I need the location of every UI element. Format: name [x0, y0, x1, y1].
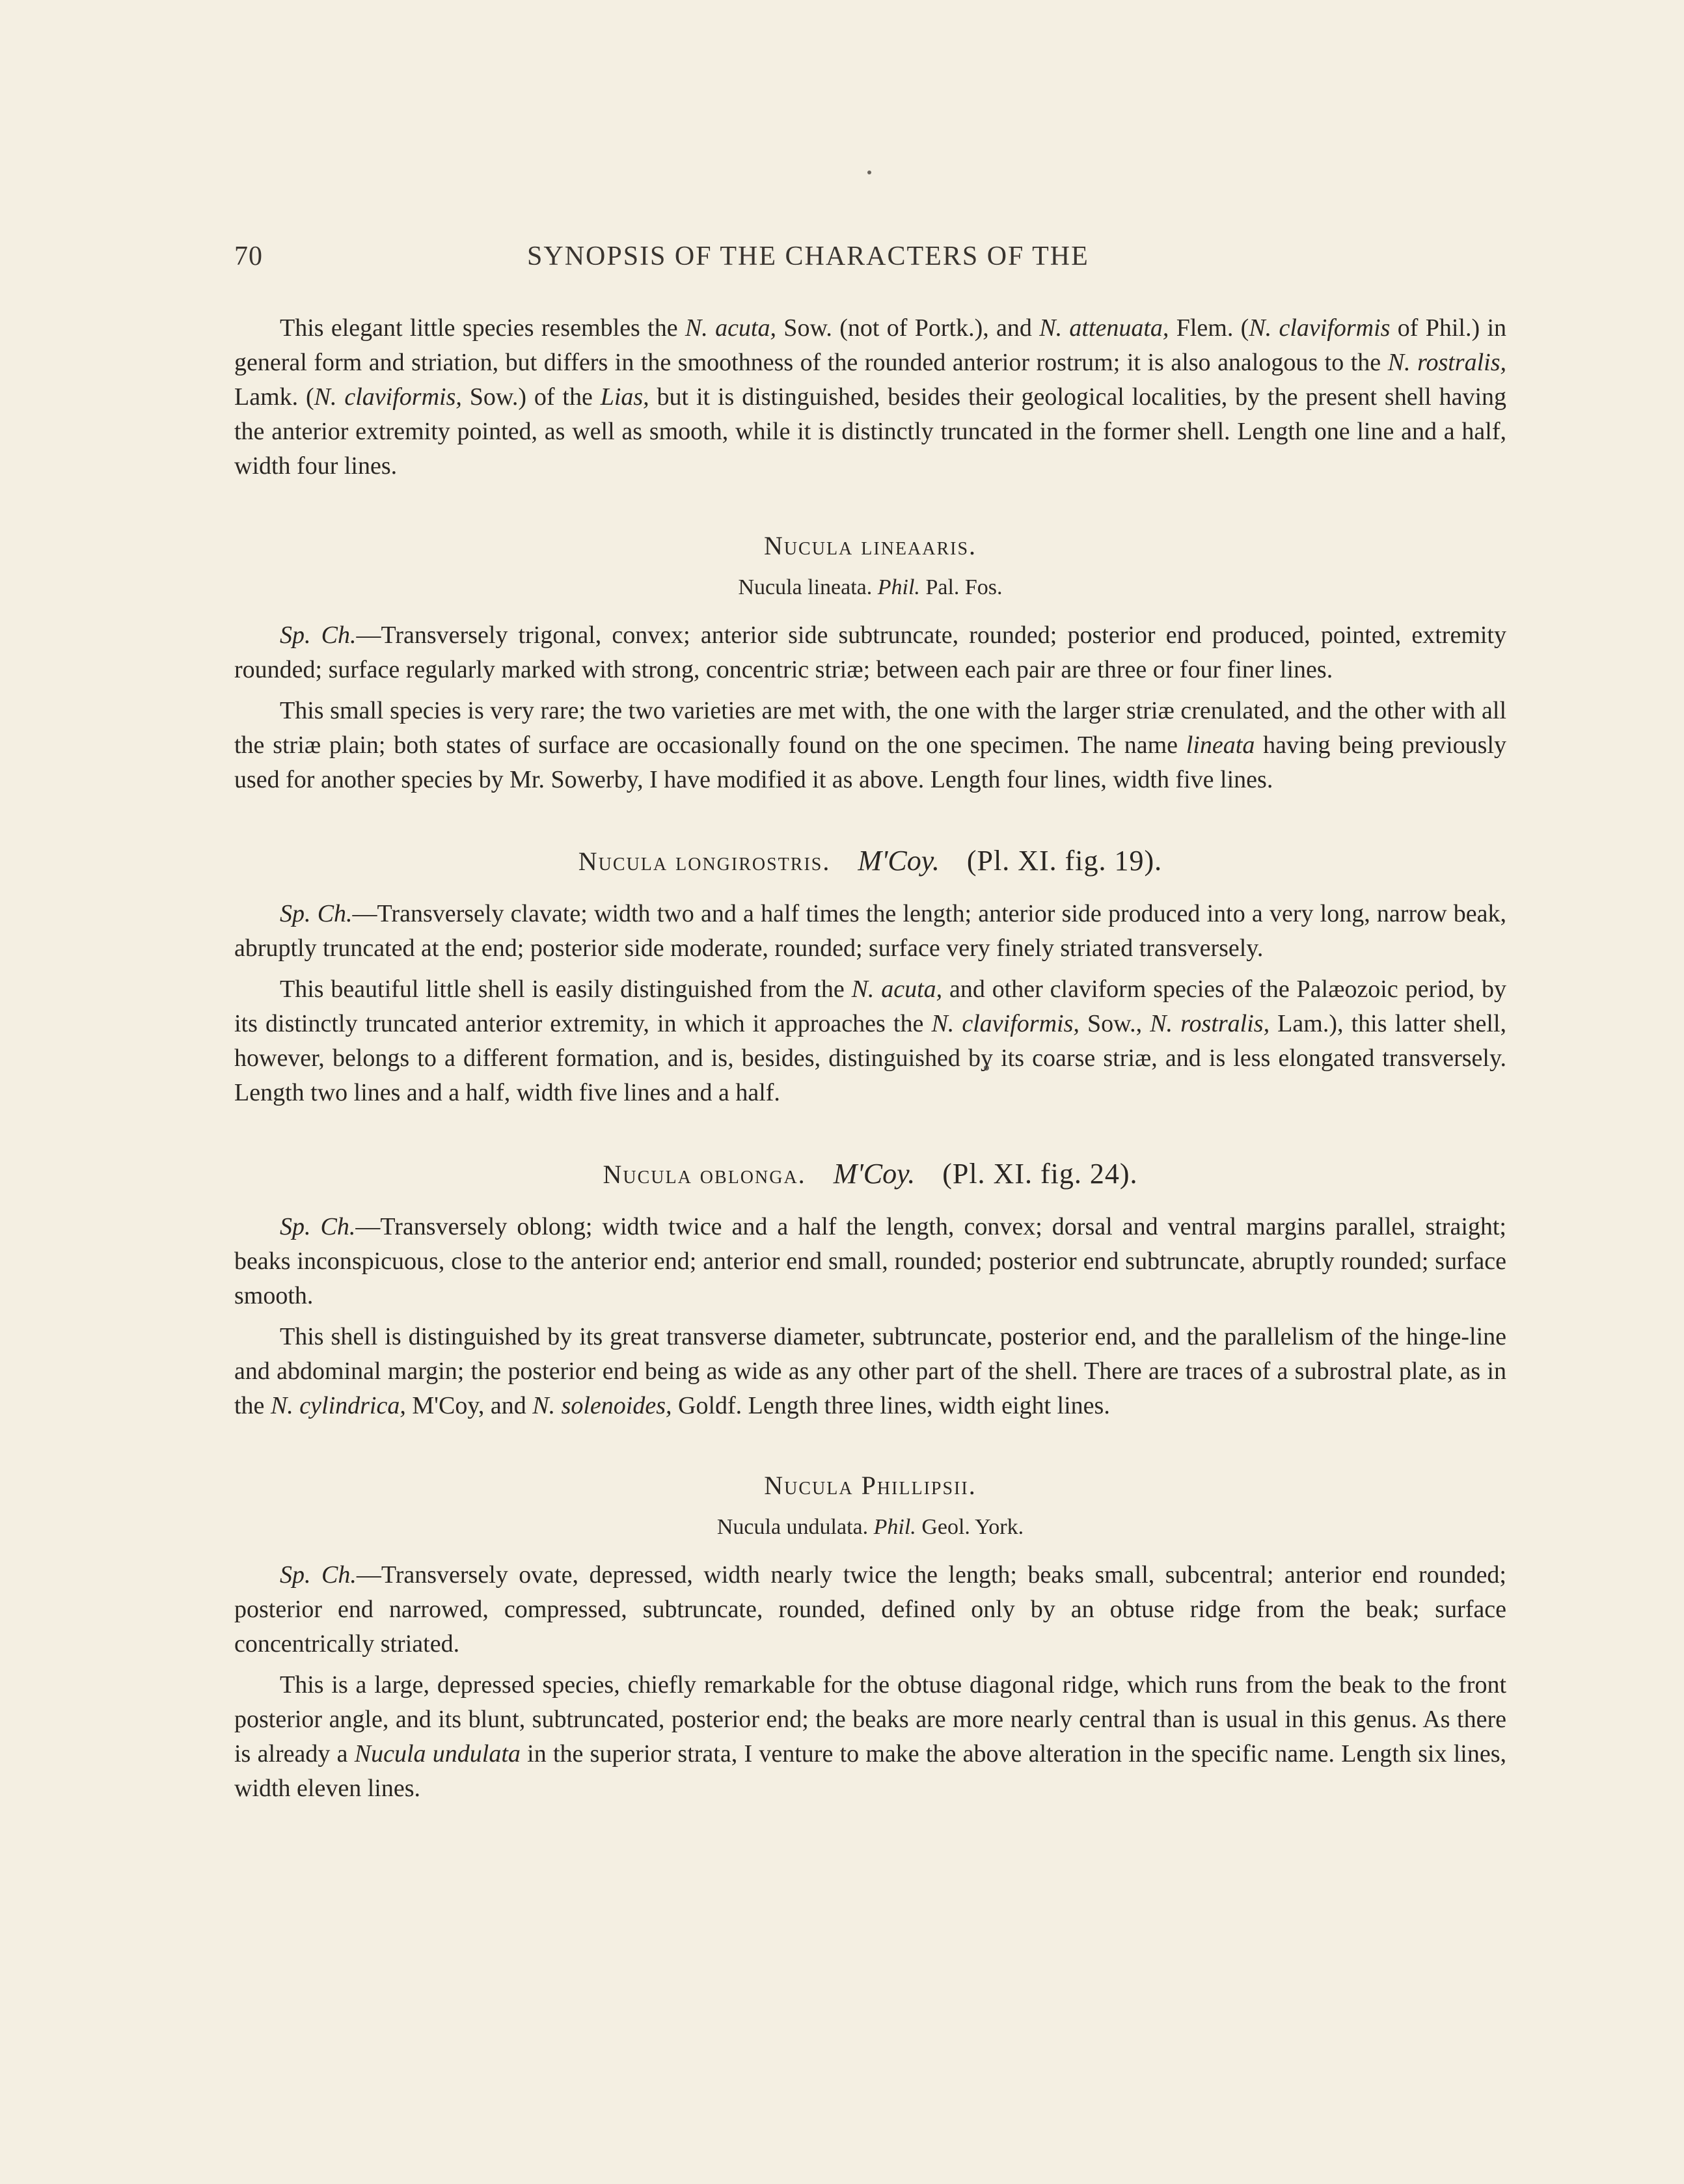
text-run: This shell is distinguished by its great transverse diameter, subtruncate, posterior end, and the parallelism of the hinge-line and abdominal margin; the posterior end being as wide as any other part of the shell. There are traces of a subrostral plate, as in the	[234, 1323, 1506, 1419]
synonym-reference: Geol. York.	[921, 1515, 1024, 1539]
italic-text: Lias,	[600, 383, 649, 411]
species-author: M'Coy.	[858, 845, 940, 877]
species-heading	[234, 1157, 1506, 1190]
species-name: Nucula Phillipsii.	[764, 1471, 977, 1500]
italic-text: N. rostralis,	[1150, 1010, 1270, 1037]
description-paragraph	[234, 1668, 1506, 1806]
text-run: Sow.) of the	[461, 383, 601, 411]
plate-reference: (Pl. XI. fig. 24).	[942, 1158, 1138, 1190]
species-name: Nucula lineaaris.	[763, 531, 977, 560]
italic-text: N. attenuata,	[1039, 314, 1169, 342]
synonym-author: Phil.	[877, 575, 920, 599]
page-number: 70	[234, 241, 263, 271]
species-name: Nucula longirostris.	[578, 847, 831, 876]
text-run: Sow.,	[1079, 1010, 1150, 1037]
description-paragraph	[234, 1320, 1506, 1423]
text-run: Sow. (not of Portk.), and	[776, 314, 1040, 342]
specific-characters-paragraph	[234, 618, 1506, 687]
text-run: This beautiful little shell is easily distinguished from the	[280, 976, 852, 1003]
text-column	[234, 241, 1506, 1806]
description-paragraph	[234, 694, 1506, 797]
italic-text: N. claviformis	[1249, 314, 1391, 342]
text-run: —Transversely ovate, depressed, width nearly twice the length; beaks small, subcentral; anterior end rounded; posterior end narrowed, compressed, subtruncate, rounded, defined only by an obtuse ridge from the beak; surface concentrically striated.	[234, 1561, 1506, 1658]
italic-text: lineata	[1186, 731, 1255, 759]
running-title: SYNOPSIS OF THE CHARACTERS OF THE	[527, 241, 1089, 271]
synonym-line	[234, 1515, 1506, 1540]
species-heading	[234, 844, 1506, 877]
text-run: having being previously used for another species by Mr. Sowerby, I have modified it as above. Length four lines, width five lines.	[234, 731, 1506, 793]
species-author: M'Coy.	[833, 1158, 916, 1190]
paper-speck	[867, 171, 871, 174]
synonym-author: Phil.	[873, 1515, 916, 1539]
specific-characters-paragraph	[234, 1558, 1506, 1661]
italic-text: N. rostralis,	[1387, 349, 1506, 376]
text-run: —Transversely oblong; width twice and a half the length, convex; dorsal and ventral margins parallel, straight; beaks inconspicuous, close to the anterior end; anterior end small, rounded; posterior end subtruncate, abruptly rounded; surface smooth.	[234, 1213, 1506, 1309]
text-run: but it is distinguished, besides their geological localities, by the present shell having the anterior extremity pointed, as well as smooth, while it is distinctly truncated in the former shell. Length one line and a half, width four lines.	[234, 383, 1506, 480]
text-run: of Phil.) in general form and striation, but differs in the smoothness of the rounded anterior rostrum; it is also analogous to the	[234, 314, 1507, 376]
text-run: in the superior strata, I venture to make the above alteration in the specific name. Length six lines, width eleven lines.	[234, 1740, 1506, 1802]
italic-text: N. claviformis,	[931, 1010, 1080, 1037]
plate-reference: (Pl. XI. fig. 19).	[966, 845, 1163, 877]
text-run: —Transversely trigonal, convex; anterior side subtruncate, rounded; posterior end produced, pointed, extremity rounded; surface regularly marked with strong, concentric striæ; between each pair are three or four finer lines.	[234, 621, 1506, 683]
species-sections	[234, 530, 1506, 1806]
italic-text: N. acuta,	[685, 314, 776, 342]
italic-text: Sp. Ch.	[280, 1561, 357, 1589]
synonym-name: Nucula lineata.	[738, 575, 873, 599]
text-run: Goldf. Length three lines, width eight lines.	[672, 1392, 1110, 1419]
italic-text: N. claviformis,	[314, 383, 462, 411]
species-heading	[234, 1470, 1506, 1501]
synonym-name: Nucula undulata.	[716, 1515, 869, 1539]
species-name: Nucula oblonga.	[603, 1160, 806, 1189]
synonym-reference: Pal. Fos.	[925, 575, 1003, 599]
text-run: This small species is very rare; the two varieties are met with, the one with the larger striæ crenulated, and the other with all the striæ plain; both states of surface are occasionally found on the one specimen. The name	[234, 697, 1506, 759]
running-head	[234, 241, 1506, 286]
italic-text: N. cylindrica,	[270, 1392, 406, 1419]
italic-text: N. acuta,	[851, 976, 943, 1003]
italic-text: Nucula undulata	[354, 1740, 521, 1768]
description-paragraph	[234, 972, 1506, 1110]
text-run: This elegant little species resembles the	[280, 314, 685, 342]
species-heading	[234, 530, 1506, 561]
text-run: Flem. (	[1169, 314, 1249, 342]
text-run: —Transversely clavate; width two and a half times the length; anterior side produced into a very long, narrow beak, abruptly truncated at the end; posterior side moderate, rounded; surface very finely striated transversely.	[234, 900, 1506, 962]
text-run: This is a large, depressed species, chiefly remarkable for the obtuse diagonal ridge, which runs from the beak to the front posterior angle, and its blunt, subtruncated, posterior end; the beaks are more nearly central than is usual in this genus. As there is already a	[234, 1671, 1506, 1768]
text-run: Lamk. (	[234, 383, 314, 411]
italic-text: Sp. Ch.	[280, 621, 357, 649]
synonym-line	[234, 575, 1506, 600]
intro-paragraph	[234, 311, 1506, 484]
italic-text: N. solenoides,	[532, 1392, 672, 1419]
text-run: Lam.), this latter shell, however, belongs to a different formation, and is, besides, distinguished by its coarse striæ, and is less elongated transversely. Length two lines and a half, width five lines and a half.	[234, 1010, 1507, 1106]
italic-text: Sp. Ch.	[280, 1213, 356, 1240]
text-run: M'Coy, and	[405, 1392, 533, 1419]
text-run: and other claviform species of the Palæozoic period, by its distinctly truncated anterior extremity, in which it approaches the	[234, 976, 1506, 1037]
italic-text: Sp. Ch.	[280, 900, 353, 927]
specific-characters-paragraph	[234, 897, 1506, 966]
specific-characters-paragraph	[234, 1210, 1506, 1313]
